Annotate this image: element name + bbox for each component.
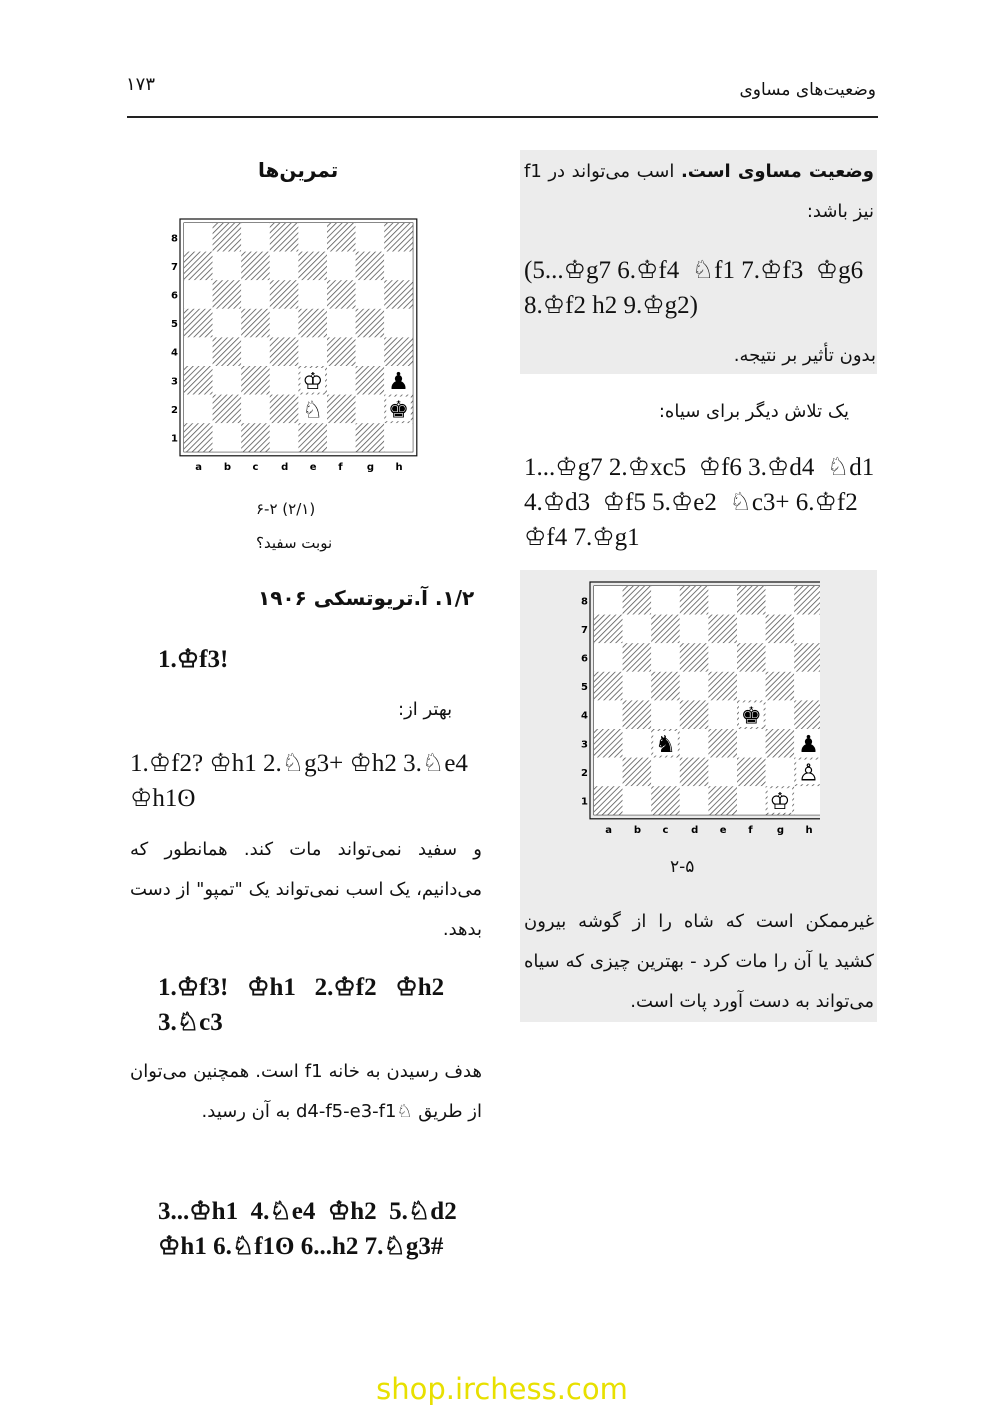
square-d5 xyxy=(270,309,299,338)
moves-variation-1: (5...♔g7 6.♔f4 ♘f1 7.♔f3 ♔g6 8.♔f2 h2 9.♔g2) xyxy=(524,257,864,319)
square-g6 xyxy=(356,280,385,309)
square-g8 xyxy=(766,586,795,615)
paragraph-goal: هدف رسیدن به خانه f1 است. همچنین می‌توان از طریق ♘d4-f5-e3-f1 به آن رسید. xyxy=(130,1061,482,1122)
square-a7 xyxy=(184,252,213,281)
square-g4 xyxy=(356,337,385,366)
square-a3 xyxy=(594,729,623,758)
square-c7 xyxy=(241,252,270,281)
diagram-question: نوبت سفید؟ xyxy=(256,534,333,552)
square-d1 xyxy=(680,786,709,815)
square-a5 xyxy=(594,672,623,701)
square-f1 xyxy=(327,423,356,452)
square-e4 xyxy=(708,700,737,729)
file-label-h: h xyxy=(395,461,403,473)
square-c3 xyxy=(241,366,270,395)
chess-diagram-right xyxy=(570,578,820,840)
square-c8 xyxy=(241,223,270,252)
square-h8 xyxy=(794,586,820,615)
square-e5 xyxy=(298,309,327,338)
square-b4 xyxy=(623,700,652,729)
square-d8 xyxy=(680,586,709,615)
square-f6 xyxy=(327,280,356,309)
right-black-pawn-h3: ♟ xyxy=(797,729,820,758)
square-g3 xyxy=(766,729,795,758)
square-a1 xyxy=(184,423,213,452)
square-a8 xyxy=(184,223,213,252)
rank-label-8: 8 xyxy=(171,233,178,245)
square-a6 xyxy=(594,643,623,672)
square-h1 xyxy=(384,423,413,452)
gray-paragraph-1-rest: اسب می‌تواند در f1 نیز باشد: xyxy=(524,161,874,222)
square-h8 xyxy=(384,223,413,252)
square-f3 xyxy=(737,729,766,758)
page-number: ۱۷۳ xyxy=(126,74,156,95)
square-c2 xyxy=(241,395,270,424)
square-b2 xyxy=(623,758,652,787)
rank-label-1: 1 xyxy=(171,433,178,445)
square-d6 xyxy=(680,643,709,672)
main-move: 1.♔f3! xyxy=(158,646,229,673)
square-c8 xyxy=(651,586,680,615)
square-b3 xyxy=(623,729,652,758)
square-g7 xyxy=(356,252,385,281)
file-label-c: c xyxy=(662,824,669,836)
square-b6 xyxy=(213,280,242,309)
square-e4 xyxy=(298,337,327,366)
file-label-f: f xyxy=(748,824,753,836)
file-label-e: e xyxy=(719,824,727,836)
square-d7 xyxy=(680,615,709,644)
square-f7 xyxy=(327,252,356,281)
square-a1 xyxy=(594,786,623,815)
rank-label-2: 2 xyxy=(171,404,178,416)
rank-label-7: 7 xyxy=(581,624,588,636)
square-f5 xyxy=(737,672,766,701)
square-f2 xyxy=(327,395,356,424)
rank-label-3: 3 xyxy=(581,739,588,751)
file-label-h: h xyxy=(805,824,813,836)
square-a8 xyxy=(594,586,623,615)
right-white-king-g1: ♔ xyxy=(769,787,791,816)
square-e7 xyxy=(708,615,737,644)
square-h1 xyxy=(794,786,820,815)
square-g2 xyxy=(766,758,795,787)
file-label-a: a xyxy=(195,461,203,473)
square-e6 xyxy=(298,280,327,309)
square-d2 xyxy=(270,395,299,424)
square-b7 xyxy=(213,252,242,281)
square-h5 xyxy=(384,309,413,338)
square-e7 xyxy=(298,252,327,281)
square-c7 xyxy=(651,615,680,644)
rank-label-1: 1 xyxy=(581,796,588,808)
square-d4 xyxy=(680,700,709,729)
file-label-c: c xyxy=(252,461,259,473)
square-g2 xyxy=(356,395,385,424)
square-e1 xyxy=(708,786,737,815)
moves-variation-2: 1...♔g7 2.♔xc5 ♔f6 3.♔d4 ♘d1 4.♔d3 ♔f5 5.♔e2 ♘c3+ 6.♔f2 ♔f4 7.♔g1 xyxy=(524,454,875,551)
square-c4 xyxy=(651,700,680,729)
square-e3 xyxy=(708,729,737,758)
exercises-title: تمرین‌ها xyxy=(258,158,339,182)
rank-label-4: 4 xyxy=(171,347,178,359)
square-f3 xyxy=(327,366,356,395)
square-a2 xyxy=(594,758,623,787)
gray-paragraph-1 xyxy=(524,152,874,232)
square-h7 xyxy=(384,252,413,281)
square-h6 xyxy=(384,280,413,309)
square-d3 xyxy=(680,729,709,758)
square-d7 xyxy=(270,252,299,281)
square-f8 xyxy=(737,586,766,615)
square-e2 xyxy=(708,758,737,787)
left-white-king-e3: ♔ xyxy=(302,366,324,395)
square-d4 xyxy=(270,337,299,366)
left-black-pawn-h3: ♟ xyxy=(387,366,410,395)
left-white-knight-e2: ♘ xyxy=(302,395,324,424)
square-d8 xyxy=(270,223,299,252)
square-b3 xyxy=(213,366,242,395)
right-black-king-f4: ♚ xyxy=(740,701,762,730)
square-a2 xyxy=(184,395,213,424)
square-f6 xyxy=(737,643,766,672)
square-a6 xyxy=(184,280,213,309)
file-label-d: d xyxy=(281,461,289,473)
square-b1 xyxy=(623,786,652,815)
square-h7 xyxy=(794,615,820,644)
square-b6 xyxy=(623,643,652,672)
square-a4 xyxy=(594,700,623,729)
square-d6 xyxy=(270,280,299,309)
diagram-caption-left: ۶-۲ (۲/۱) xyxy=(256,500,316,518)
square-g3 xyxy=(356,366,385,395)
square-g5 xyxy=(356,309,385,338)
square-h4 xyxy=(794,700,820,729)
square-c6 xyxy=(241,280,270,309)
square-b7 xyxy=(623,615,652,644)
paragraph-tempo: و سفید نمی‌تواند مات کند. همانطور که می‌دانیم، یک اسب نمی‌تواند یک "تمپو" از دست بدهد. xyxy=(130,839,482,940)
file-label-e: e xyxy=(309,461,317,473)
square-c5 xyxy=(651,672,680,701)
square-b5 xyxy=(623,672,652,701)
square-c1 xyxy=(241,423,270,452)
rank-label-4: 4 xyxy=(581,710,588,722)
rank-label-2: 2 xyxy=(581,767,588,779)
square-b1 xyxy=(213,423,242,452)
diagram-caption-right: ۲-۵ xyxy=(670,857,695,877)
square-h4 xyxy=(384,337,413,366)
solution-title: ۱/۲. آ.تریوتسکی ۱۹۰۶ xyxy=(258,586,475,610)
square-f8 xyxy=(327,223,356,252)
square-f4 xyxy=(327,337,356,366)
chapter-title: وضعیت‌های مساوی xyxy=(739,80,876,100)
file-label-f: f xyxy=(338,461,343,473)
note-another-try: یک تلاش دیگر برای سیاه: xyxy=(658,401,849,422)
moves-alternative: 1.♔f2? ♔h1 2.♘g3+ ♔h2 3.♘e4 ♔h1ʘ xyxy=(130,750,468,812)
gray-paragraph-1-bold: وضعیت مساوی است. xyxy=(680,161,874,182)
square-h6 xyxy=(794,643,820,672)
rank-label-8: 8 xyxy=(581,596,588,608)
rank-label-3: 3 xyxy=(171,376,178,388)
square-g8 xyxy=(356,223,385,252)
file-label-d: d xyxy=(691,824,699,836)
square-c5 xyxy=(241,309,270,338)
square-g7 xyxy=(766,615,795,644)
square-e5 xyxy=(708,672,737,701)
header-rule xyxy=(127,116,878,118)
rank-label-7: 7 xyxy=(171,261,178,273)
square-g5 xyxy=(766,672,795,701)
square-d2 xyxy=(680,758,709,787)
file-label-b: b xyxy=(223,461,232,473)
square-a7 xyxy=(594,615,623,644)
square-b8 xyxy=(623,586,652,615)
rank-label-6: 6 xyxy=(581,653,588,665)
square-e6 xyxy=(708,643,737,672)
square-b5 xyxy=(213,309,242,338)
square-b4 xyxy=(213,337,242,366)
square-f2 xyxy=(737,758,766,787)
moves-final-line: 3...♔h1 4.♘e4 ♔h2 5.♘d2 ♔h1 6.♘f1ʘ 6...h2 7.♘g3# xyxy=(158,1198,457,1260)
square-c2 xyxy=(651,758,680,787)
square-g1 xyxy=(356,423,385,452)
chess-diagram-left xyxy=(158,217,418,479)
square-g6 xyxy=(766,643,795,672)
square-d1 xyxy=(270,423,299,452)
square-d3 xyxy=(270,366,299,395)
square-f7 xyxy=(737,615,766,644)
watermark: shop.irchess.com xyxy=(376,1372,628,1406)
moves-main-line: 1.♔f3! ♔h1 2.♔f2 ♔h2 3.♘c3 xyxy=(158,974,445,1036)
square-f1 xyxy=(737,786,766,815)
square-a4 xyxy=(184,337,213,366)
right-white-pawn-h2: ♙ xyxy=(797,758,820,787)
rank-label-6: 6 xyxy=(171,290,178,302)
square-c4 xyxy=(241,337,270,366)
file-label-g: g xyxy=(366,461,375,473)
file-label-g: g xyxy=(776,824,785,836)
square-b2 xyxy=(213,395,242,424)
rank-label-5: 5 xyxy=(581,682,588,694)
square-e8 xyxy=(708,586,737,615)
square-c1 xyxy=(651,786,680,815)
square-a5 xyxy=(184,309,213,338)
square-a3 xyxy=(184,366,213,395)
square-f5 xyxy=(327,309,356,338)
square-g4 xyxy=(766,700,795,729)
note-no-effect: بدون تأثیر بر نتیجه. xyxy=(733,345,876,366)
square-c6 xyxy=(651,643,680,672)
diagram-right-description: غیرممکن است که شاه را از گوشه بیرون کشید یا آن را مات کرد - بهترین چیزی که سیاه می‌تواند به دست آورد پات است. xyxy=(524,911,874,1012)
square-e1 xyxy=(298,423,327,452)
left-black-king-h2: ♚ xyxy=(387,395,410,424)
better-than-label: بهتر از: xyxy=(398,699,453,720)
square-h5 xyxy=(794,672,820,701)
file-label-b: b xyxy=(633,824,642,836)
square-e8 xyxy=(298,223,327,252)
square-d5 xyxy=(680,672,709,701)
square-b8 xyxy=(213,223,242,252)
rank-label-5: 5 xyxy=(171,319,178,331)
file-label-a: a xyxy=(605,824,613,836)
right-black-knight-c3: ♞ xyxy=(654,729,677,758)
